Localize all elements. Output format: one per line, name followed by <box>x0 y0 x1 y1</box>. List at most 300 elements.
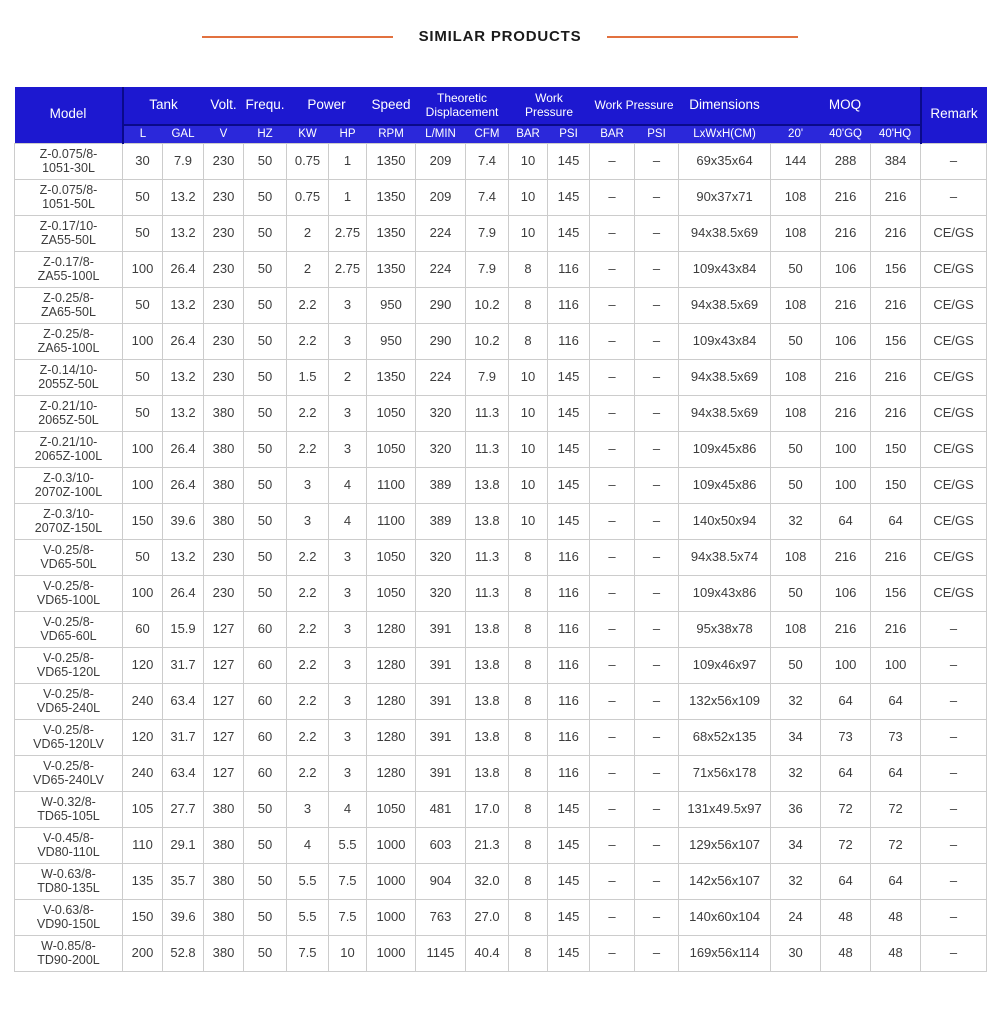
value-cell: 240 <box>123 683 163 719</box>
value-cell: 73 <box>871 719 921 755</box>
value-cell: 50 <box>123 395 163 431</box>
table-row <box>15 323 987 359</box>
value-cell: 2.2 <box>287 647 329 683</box>
value-cell: – <box>590 575 635 611</box>
value-cell: 94x38.5x69 <box>679 359 771 395</box>
value-cell: 3 <box>329 395 367 431</box>
value-cell: 2 <box>287 215 329 251</box>
table-row <box>15 539 987 575</box>
value-cell: 145 <box>548 395 590 431</box>
value-cell: 10 <box>509 431 548 467</box>
value-cell: 3 <box>329 647 367 683</box>
value-cell: 11.3 <box>466 431 509 467</box>
value-cell: 106 <box>821 575 871 611</box>
value-cell: 8 <box>509 791 548 827</box>
value-cell: 13.2 <box>163 287 204 323</box>
value-cell: 3 <box>329 755 367 791</box>
header-group-dimensions: Dimensions <box>679 87 771 125</box>
value-cell: 200 <box>123 935 163 971</box>
value-cell: 32.0 <box>466 863 509 899</box>
table-row <box>15 179 987 215</box>
value-cell: 116 <box>548 251 590 287</box>
value-cell: 109x43x84 <box>679 251 771 287</box>
value-cell: 1280 <box>367 611 416 647</box>
value-cell: 109x45x86 <box>679 431 771 467</box>
value-cell: 169x56x114 <box>679 935 771 971</box>
title-rule-right <box>607 36 798 38</box>
value-cell: 64 <box>871 755 921 791</box>
value-cell: 320 <box>416 539 466 575</box>
value-cell: 150 <box>871 467 921 503</box>
value-cell: – <box>635 647 679 683</box>
header-group-theoretic-displacement: Theoretic Displacement <box>416 87 509 125</box>
value-cell: 145 <box>548 215 590 251</box>
model-cell: W-0.32/8- TD65-105L <box>15 791 123 827</box>
value-cell: CE/GS <box>921 575 987 611</box>
value-cell: 3 <box>329 323 367 359</box>
value-cell: CE/GS <box>921 287 987 323</box>
value-cell: 127 <box>204 611 244 647</box>
value-cell: 2.2 <box>287 323 329 359</box>
value-cell: 8 <box>509 683 548 719</box>
value-cell: 50 <box>123 359 163 395</box>
value-cell: 64 <box>871 503 921 539</box>
table-row <box>15 719 987 755</box>
value-cell: 72 <box>871 827 921 863</box>
value-cell: 8 <box>509 287 548 323</box>
page-title: SIMILAR PRODUCTS <box>418 28 582 45</box>
value-cell: 50 <box>244 899 287 935</box>
value-cell: 290 <box>416 287 466 323</box>
table-row <box>15 755 987 791</box>
value-cell: 116 <box>548 287 590 323</box>
value-cell: 34 <box>771 719 821 755</box>
value-cell: 7.4 <box>466 143 509 179</box>
value-cell: 60 <box>244 683 287 719</box>
value-cell: 36 <box>771 791 821 827</box>
value-cell: 950 <box>367 287 416 323</box>
value-cell: 106 <box>821 251 871 287</box>
header-sub-bar-1: BAR <box>509 125 548 143</box>
value-cell: – <box>921 791 987 827</box>
value-cell: 69x35x64 <box>679 143 771 179</box>
header-sub-kw: KW <box>287 125 329 143</box>
value-cell: 127 <box>204 683 244 719</box>
value-cell: 27.7 <box>163 791 204 827</box>
value-cell: 3 <box>329 719 367 755</box>
value-cell: 50 <box>244 359 287 395</box>
value-cell: 13.8 <box>466 647 509 683</box>
value-cell: 50 <box>244 863 287 899</box>
value-cell: 13.2 <box>163 359 204 395</box>
value-cell: 108 <box>771 611 821 647</box>
value-cell: 10 <box>329 935 367 971</box>
value-cell: 3 <box>287 503 329 539</box>
value-cell: 230 <box>204 359 244 395</box>
header-remark: Remark <box>921 87 987 143</box>
value-cell: – <box>921 899 987 935</box>
value-cell: 32 <box>771 503 821 539</box>
value-cell: 50 <box>123 539 163 575</box>
value-cell: 7.5 <box>287 935 329 971</box>
model-cell: V-0.25/8- VD65-240LV <box>15 755 123 791</box>
value-cell: 50 <box>771 251 821 287</box>
value-cell: – <box>635 611 679 647</box>
value-cell: 209 <box>416 143 466 179</box>
header-group-speed: Speed <box>367 87 416 125</box>
value-cell: 140x50x94 <box>679 503 771 539</box>
value-cell: – <box>590 611 635 647</box>
model-cell: V-0.25/8- VD65-120L <box>15 647 123 683</box>
value-cell: 13.2 <box>163 179 204 215</box>
value-cell: 145 <box>548 359 590 395</box>
value-cell: 13.8 <box>466 503 509 539</box>
value-cell: 389 <box>416 503 466 539</box>
value-cell: 150 <box>123 503 163 539</box>
value-cell: CE/GS <box>921 431 987 467</box>
header-sub-cfm: CFM <box>466 125 509 143</box>
value-cell: 8 <box>509 863 548 899</box>
value-cell: 68x52x135 <box>679 719 771 755</box>
value-cell: 64 <box>871 863 921 899</box>
value-cell: 100 <box>123 323 163 359</box>
value-cell: 1050 <box>367 575 416 611</box>
value-cell: 127 <box>204 647 244 683</box>
value-cell: 109x43x86 <box>679 575 771 611</box>
model-cell: Z-0.21/10- 2065Z-50L <box>15 395 123 431</box>
value-cell: 94x38.5x69 <box>679 395 771 431</box>
value-cell: 50 <box>244 575 287 611</box>
value-cell: 8 <box>509 719 548 755</box>
value-cell: 10 <box>509 179 548 215</box>
value-cell: 50 <box>244 251 287 287</box>
value-cell: 230 <box>204 143 244 179</box>
value-cell: 60 <box>244 719 287 755</box>
value-cell: 8 <box>509 539 548 575</box>
value-cell: 50 <box>771 431 821 467</box>
table-header <box>15 87 987 143</box>
value-cell: 50 <box>123 179 163 215</box>
value-cell: 108 <box>771 215 821 251</box>
value-cell: 120 <box>123 719 163 755</box>
value-cell: 8 <box>509 755 548 791</box>
value-cell: – <box>635 359 679 395</box>
model-cell: V-0.25/8- VD65-240L <box>15 683 123 719</box>
value-cell: 8 <box>509 575 548 611</box>
table-row <box>15 611 987 647</box>
value-cell: 145 <box>548 935 590 971</box>
value-cell: 10 <box>509 215 548 251</box>
value-cell: 209 <box>416 179 466 215</box>
value-cell: 145 <box>548 503 590 539</box>
value-cell: 156 <box>871 251 921 287</box>
value-cell: 31.7 <box>163 719 204 755</box>
value-cell: 94x38.5x69 <box>679 215 771 251</box>
value-cell: 13.8 <box>466 611 509 647</box>
value-cell: 13.8 <box>466 755 509 791</box>
value-cell: 0.75 <box>287 179 329 215</box>
value-cell: – <box>635 395 679 431</box>
value-cell: 105 <box>123 791 163 827</box>
header-sub-hz: HZ <box>244 125 287 143</box>
value-cell: 2.2 <box>287 395 329 431</box>
value-cell: 64 <box>821 863 871 899</box>
value-cell: 24 <box>771 899 821 935</box>
value-cell: 1280 <box>367 683 416 719</box>
value-cell: 145 <box>548 863 590 899</box>
value-cell: 50 <box>771 323 821 359</box>
value-cell: 32 <box>771 755 821 791</box>
value-cell: 1145 <box>416 935 466 971</box>
value-cell: 2.75 <box>329 215 367 251</box>
value-cell: – <box>590 323 635 359</box>
value-cell: 1050 <box>367 539 416 575</box>
value-cell: 145 <box>548 899 590 935</box>
value-cell: 320 <box>416 395 466 431</box>
value-cell: 131x49.5x97 <box>679 791 771 827</box>
value-cell: 116 <box>548 611 590 647</box>
model-cell: Z-0.21/10- 2065Z-100L <box>15 431 123 467</box>
table-row <box>15 683 987 719</box>
value-cell: 145 <box>548 791 590 827</box>
header-sub-v: V <box>204 125 244 143</box>
value-cell: – <box>635 935 679 971</box>
value-cell: 94x38.5x69 <box>679 287 771 323</box>
header-sub-bar-2: BAR <box>590 125 635 143</box>
value-cell: 30 <box>771 935 821 971</box>
value-cell: – <box>635 251 679 287</box>
value-cell: 1350 <box>367 179 416 215</box>
value-cell: 10.2 <box>466 323 509 359</box>
model-cell: V-0.63/8- VD90-150L <box>15 899 123 935</box>
value-cell: 10 <box>509 143 548 179</box>
value-cell: 144 <box>771 143 821 179</box>
value-cell: 108 <box>771 539 821 575</box>
table-row <box>15 251 987 287</box>
value-cell: 8 <box>509 611 548 647</box>
value-cell: – <box>921 863 987 899</box>
value-cell: – <box>635 323 679 359</box>
value-cell: 230 <box>204 251 244 287</box>
value-cell: 156 <box>871 323 921 359</box>
value-cell: 320 <box>416 431 466 467</box>
value-cell: CE/GS <box>921 359 987 395</box>
value-cell: 60 <box>123 611 163 647</box>
value-cell: 8 <box>509 827 548 863</box>
value-cell: 100 <box>871 647 921 683</box>
value-cell: 1050 <box>367 791 416 827</box>
value-cell: – <box>635 719 679 755</box>
value-cell: CE/GS <box>921 323 987 359</box>
value-cell: – <box>635 683 679 719</box>
value-cell: 64 <box>821 503 871 539</box>
value-cell: 50 <box>123 287 163 323</box>
model-cell: Z-0.3/10- 2070Z-150L <box>15 503 123 539</box>
value-cell: 71x56x178 <box>679 755 771 791</box>
value-cell: – <box>635 755 679 791</box>
value-cell: 7.9 <box>163 143 204 179</box>
value-cell: 140x60x104 <box>679 899 771 935</box>
value-cell: 72 <box>821 827 871 863</box>
table-row <box>15 395 987 431</box>
value-cell: – <box>590 431 635 467</box>
value-cell: 50 <box>771 647 821 683</box>
value-cell: 100 <box>123 575 163 611</box>
value-cell: 50 <box>244 467 287 503</box>
header-group-power: Power <box>287 87 367 125</box>
value-cell: 1000 <box>367 935 416 971</box>
value-cell: – <box>635 575 679 611</box>
value-cell: 216 <box>871 611 921 647</box>
value-cell: 100 <box>821 467 871 503</box>
value-cell: 34 <box>771 827 821 863</box>
model-cell: Z-0.075/8- 1051-30L <box>15 143 123 179</box>
value-cell: 10 <box>509 359 548 395</box>
value-cell: – <box>921 827 987 863</box>
value-cell: – <box>635 863 679 899</box>
header-group-work-pressure-1: Work Pressure <box>509 87 590 125</box>
value-cell: 216 <box>821 395 871 431</box>
value-cell: 10 <box>509 503 548 539</box>
value-cell: – <box>590 791 635 827</box>
value-cell: 50 <box>244 539 287 575</box>
value-cell: – <box>635 503 679 539</box>
value-cell: 7.4 <box>466 179 509 215</box>
value-cell: 384 <box>871 143 921 179</box>
model-cell: Z-0.3/10- 2070Z-100L <box>15 467 123 503</box>
header-sub-gal: GAL <box>163 125 204 143</box>
model-cell: Z-0.25/8- ZA65-50L <box>15 287 123 323</box>
value-cell: 216 <box>871 179 921 215</box>
header-group-frequ: Frequ. <box>244 87 287 125</box>
value-cell: 13.8 <box>466 467 509 503</box>
value-cell: 64 <box>821 683 871 719</box>
table-row <box>15 935 987 971</box>
value-cell: 60 <box>244 755 287 791</box>
value-cell: 13.2 <box>163 395 204 431</box>
value-cell: 1280 <box>367 755 416 791</box>
value-cell: 7.9 <box>466 251 509 287</box>
value-cell: – <box>590 755 635 791</box>
value-cell: 10 <box>509 467 548 503</box>
value-cell: 230 <box>204 287 244 323</box>
value-cell: 26.4 <box>163 467 204 503</box>
value-cell: – <box>635 827 679 863</box>
value-cell: 116 <box>548 323 590 359</box>
value-cell: – <box>590 287 635 323</box>
value-cell: 1000 <box>367 899 416 935</box>
title-rule-left <box>202 36 393 38</box>
table-row <box>15 647 987 683</box>
value-cell: 1100 <box>367 503 416 539</box>
value-cell: 288 <box>821 143 871 179</box>
header-sub-40gq: 40'GQ <box>821 125 871 143</box>
value-cell: 7.5 <box>329 899 367 935</box>
value-cell: 230 <box>204 215 244 251</box>
value-cell: 4 <box>329 467 367 503</box>
value-cell: – <box>590 539 635 575</box>
value-cell: 2 <box>287 251 329 287</box>
value-cell: 1100 <box>367 467 416 503</box>
value-cell: 30 <box>123 143 163 179</box>
value-cell: 50 <box>244 827 287 863</box>
value-cell: 1350 <box>367 359 416 395</box>
value-cell: 230 <box>204 323 244 359</box>
header-sub-psi-1: PSI <box>548 125 590 143</box>
value-cell: 39.6 <box>163 503 204 539</box>
value-cell: CE/GS <box>921 251 987 287</box>
value-cell: 50 <box>244 503 287 539</box>
value-cell: 108 <box>771 287 821 323</box>
value-cell: – <box>921 611 987 647</box>
section-title-bar <box>0 28 1000 45</box>
value-cell: 8 <box>509 323 548 359</box>
table-row <box>15 791 987 827</box>
value-cell: 145 <box>548 179 590 215</box>
value-cell: 1.5 <box>287 359 329 395</box>
value-cell: – <box>635 143 679 179</box>
value-cell: 5.5 <box>329 827 367 863</box>
value-cell: CE/GS <box>921 539 987 575</box>
value-cell: 13.2 <box>163 215 204 251</box>
value-cell: 129x56x107 <box>679 827 771 863</box>
value-cell: 40.4 <box>466 935 509 971</box>
value-cell: – <box>635 467 679 503</box>
value-cell: 50 <box>123 215 163 251</box>
value-cell: – <box>921 179 987 215</box>
value-cell: 35.7 <box>163 863 204 899</box>
value-cell: 240 <box>123 755 163 791</box>
header-sub-40hq: 40'HQ <box>871 125 921 143</box>
value-cell: 391 <box>416 647 466 683</box>
table-row <box>15 143 987 179</box>
value-cell: 1350 <box>367 251 416 287</box>
value-cell: – <box>590 863 635 899</box>
value-cell: CE/GS <box>921 395 987 431</box>
value-cell: 2.2 <box>287 539 329 575</box>
value-cell: 4 <box>287 827 329 863</box>
value-cell: – <box>635 431 679 467</box>
model-cell: W-0.63/8- TD80-135L <box>15 863 123 899</box>
value-cell: 32 <box>771 683 821 719</box>
value-cell: – <box>635 791 679 827</box>
value-cell: 8 <box>509 647 548 683</box>
value-cell: 1280 <box>367 719 416 755</box>
value-cell: 0.75 <box>287 143 329 179</box>
value-cell: 26.4 <box>163 251 204 287</box>
value-cell: 73 <box>821 719 871 755</box>
model-cell: V-0.25/8- VD65-100L <box>15 575 123 611</box>
value-cell: 603 <box>416 827 466 863</box>
header-sub-20ft: 20' <box>771 125 821 143</box>
value-cell: 50 <box>244 431 287 467</box>
value-cell: 216 <box>821 179 871 215</box>
value-cell: – <box>590 503 635 539</box>
value-cell: 108 <box>771 395 821 431</box>
value-cell: – <box>590 647 635 683</box>
value-cell: 145 <box>548 827 590 863</box>
value-cell: 13.8 <box>466 683 509 719</box>
value-cell: 290 <box>416 323 466 359</box>
value-cell: 50 <box>244 143 287 179</box>
value-cell: 32 <box>771 863 821 899</box>
value-cell: 48 <box>821 899 871 935</box>
value-cell: 135 <box>123 863 163 899</box>
value-cell: 50 <box>244 215 287 251</box>
value-cell: 26.4 <box>163 431 204 467</box>
value-cell: 29.1 <box>163 827 204 863</box>
value-cell: 216 <box>821 359 871 395</box>
